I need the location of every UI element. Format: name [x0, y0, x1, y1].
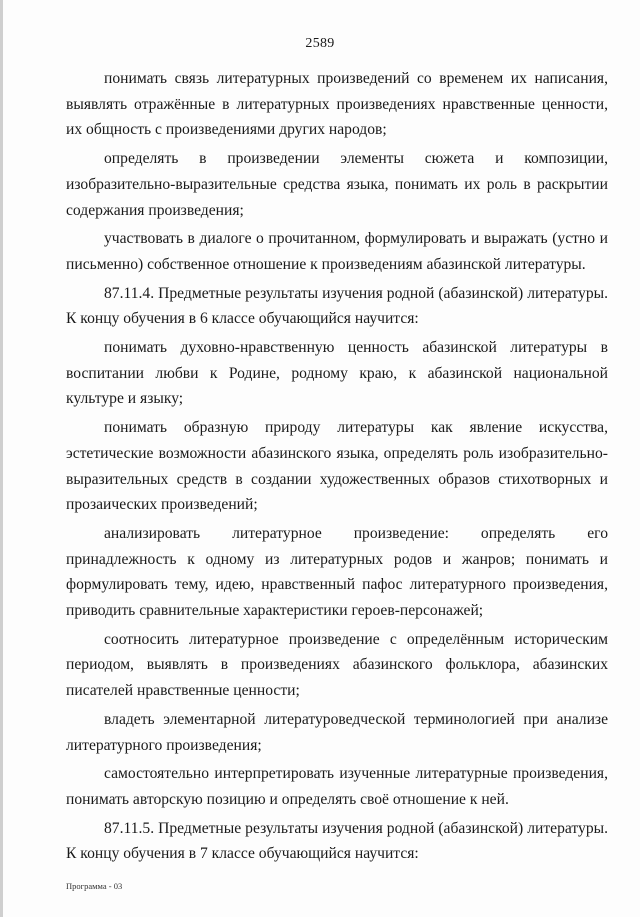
section-heading-87-11-4: 87.11.4. Предметные результаты изучения родной (абазинской) литературы. К концу обучения в 6 классе обучающийся научится:	[66, 284, 608, 328]
body-text	[66, 66, 608, 870]
paragraph: анализировать литературное произведение: определять его принадлежность к одному из литературных родов и жанров; понимать и формулировать тему, идею, нравственный пафос литературного произведения, приводить сравнительные характеристики героев-персонажей;	[66, 524, 608, 620]
footer-label: Программа - 03	[66, 881, 123, 891]
section-heading-87-11-5: 87.11.5. Предметные результаты изучения родной (абазинской) литературы. К концу обучения в 7 классе обучающийся научится:	[66, 819, 608, 863]
paragraph: понимать духовно-нравственную ценность абазинской литературы в воспитании любви к Родине, родному краю, к абазинской национальной культуре и языку;	[66, 339, 608, 408]
paragraph: понимать образную природу литературы как явление искусства, эстетические возможности абазинского языка, определять роль изобразительно-выразительных средств в создании художественных образов стихотворных и прозаических произведений;	[66, 419, 608, 514]
paragraph: участвовать в диалоге о прочитанном, формулировать и выражать (устно и письменно) собственное отношение к произведениям абазинской литературы.	[66, 230, 608, 273]
paragraph: соотносить литературное произведение с определённым историческим периодом, выявлять в произведениях абазинского фольклора, абазинских писателей нравственные ценности;	[66, 630, 608, 700]
paragraph: самостоятельно интерпретировать изученные литературные произведения, понимать авторскую позицию и определять своё отношение к ней.	[66, 765, 608, 808]
paragraph: владеть элементарной литературоведческой терминологией при анализе литературного произведения;	[66, 710, 608, 754]
page-number: 2589	[305, 36, 335, 51]
paragraph: понимать связь литературных произведений со временем их написания, выявлять отражённые в литературных произведениях нравственные ценности, их общность с произведениями других народов;	[66, 70, 608, 139]
paragraph: определять в произведении элементы сюжета и композиции, изобразительно-выразительные средства языка, понимать их роль в раскрытии содержания произведения;	[66, 150, 608, 219]
scan-edge	[0, 0, 3, 917]
